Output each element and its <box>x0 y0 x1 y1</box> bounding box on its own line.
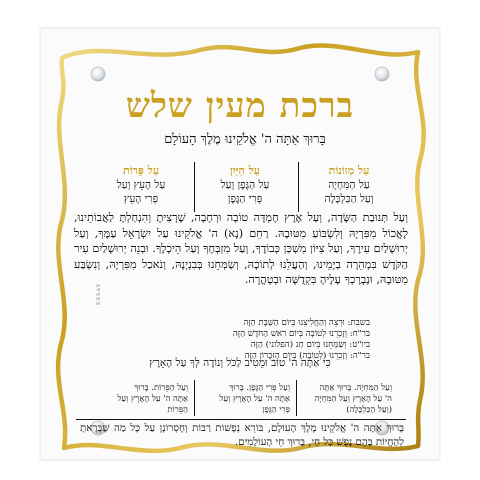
insert-line: בר"ח: וְזָכְרֵנוּ לְטוֹבָה בְּיוֹם רֹאשׁ הַחֹדֶשׁ הַזֶּה <box>232 329 370 339</box>
insert-line: בשבת: וּרְצֵה וְהַחֲלִיצֵנוּ בְּיוֹם הַשַּׁבָּת הַזֶּה <box>243 318 370 328</box>
closing-column-mezonot <box>300 382 392 415</box>
column-divider <box>298 162 299 212</box>
closing-column-fruit <box>96 382 188 415</box>
column-line: עַל הַמִּחְיָה <box>328 179 370 191</box>
standoff-top-left <box>91 67 105 81</box>
brand-mark: ESSAY <box>96 282 102 305</box>
column-wine <box>196 164 294 206</box>
column-head: עַל הַיַּיִן <box>229 164 261 177</box>
column-head: עַל מְזוֹנוֹת <box>328 164 370 177</box>
closing-line: (וְעַל הַכַּלְכָּלָה) <box>346 404 392 414</box>
closing-line: וְעַל פְּרִי הַגֶּפֶן. בָּרוּךְ <box>229 382 290 392</box>
closing-line: אַתָּה ה' עַל הָאָרֶץ וְעַל <box>219 393 290 403</box>
closing-divider <box>194 380 195 416</box>
column-line: וְעַל הַכַּלְכָּלָה <box>324 193 374 205</box>
column-line: פְּרִי הָעֵץ <box>123 193 159 205</box>
column-line: עַל הָעֵץ וְעַל <box>116 179 166 191</box>
closing-line: הַפֵּרוֹת <box>167 404 188 414</box>
closing-line: וְעַל הַפֵּרוֹת. בָּרוּךְ <box>134 382 188 392</box>
closing-line: וְעַל הַמִּחְיָה. בָּרוּךְ אַתָּה <box>319 382 392 392</box>
closing-line: אַתָּה ה' עַל הָאָרֶץ וְעַל <box>117 393 188 403</box>
final-line: כִּי אַתָּה ה' טוֹב וּמֵטִיב לַכֹּל וְנוֹדֶה לְּךָ עַל הָאָרֶץ <box>149 357 331 369</box>
closing-column-wine <box>198 382 290 415</box>
bottom-divider <box>76 419 406 420</box>
column-mezonot <box>300 164 398 206</box>
column-line: פְּרִי הַגֶּפֶן <box>227 193 263 205</box>
blessing-title: ברכת מעין שלש <box>125 86 355 126</box>
insert-line: ביו"ט: וְשַׂמְּחֵנוּ בְּיוֹם חַג (הפלוני) הַזֶּה <box>250 340 370 350</box>
main-blessing-text: וְעַל תְּנוּבַת הַשָּׂדֶה, וְעַל אֶרֶץ חֶמְדָּה טוֹבָה וּרְחָבָה, שֶׁרָצִיתָ וְהִנְחַלְתָּ לַאֲבוֹתֵינוּ, לֶאֱכוֹל מִפִּרְיָהּ וְלִשְׂבּוֹעַ מִטּוּבָהּ. רַחֵם (נָא) ה' אֱלֹקֵינוּ עַל יִשְׂרָאֵל עַמֶּךָ, וְעַל יְרוּשָׁלַיִם עִירֶךָ, וְעַל צִיּוֹן מִשְׁכַּן כְּבוֹדֶךָ, וְעַל מִזְבְּחֶךָ וְעַל הֵיכָלֶךָ. וּבְנֵה יְרוּשָׁלַיִם עִיר הַקֹּדֶשׁ בִּמְהֵרָה בְיָמֵינוּ, וְהַעֲלֵנוּ לְתוֹכָהּ, וְשַׂמְּחֵנוּ בְּבִנְיָנָהּ, וְנֹאכַל מִפִּרְיָהּ, וְנִשְׂבַּע מִטּוּבָהּ, וּנְבָרֶכְךָ עָלֶיהָ בִּקְדֻשָּׁה וּבְטָהֳרָה. <box>74 211 408 286</box>
column-fruit <box>92 164 190 206</box>
closing-divider <box>296 380 297 416</box>
opening-line: בָּרוּךְ אַתָּה ה' אֱלֹקֵינוּ מֶלֶךְ הָעוֹלָם <box>164 132 326 147</box>
column-line: עַל הַגֶּפֶן וְעַל <box>220 179 270 191</box>
column-divider <box>194 162 195 212</box>
column-head: עַל פֵּרוֹת <box>122 164 160 177</box>
closing-line: פְּרִי הַגֶּפֶן <box>262 404 290 414</box>
closing-line: ה' עַל הָאָרֶץ וְעַל הַמִּחְיָה <box>314 393 392 403</box>
borei-nefashot-text: בָּרוּךְ אַתָּה ה' אֱלֹקֵינוּ מֶלֶךְ הָעוֹלָם, בּוֹרֵא נְפָשׁוֹת רַבּוֹת וְחֶסְרוֹנָן עַל כָּל מַה שֶּׁבָּרָאתָ לְהַחֲיוֹת בָּהֶם נֶפֶשׁ כָּל חָי, בָּרוּךְ חֵי הָעוֹלָמִים. <box>80 423 404 448</box>
insert-line: בר"ה: וְזָכְרֵנוּ (לְטוֹבָה) בְּיוֹם הַזִּכָּרוֹן הַזֶּה <box>244 351 370 361</box>
standoff-top-right <box>375 67 389 81</box>
